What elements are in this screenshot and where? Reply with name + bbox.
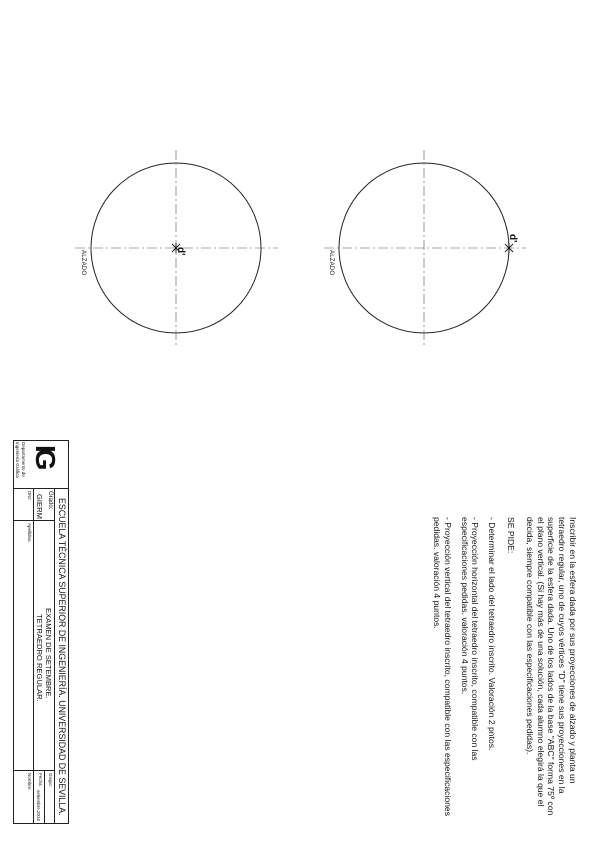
- dni-label: DNI:: [27, 491, 32, 500]
- grupo-fecha-divider: [44, 770, 45, 824]
- statement-item-3: - Proyección vertical del tetraedro inscrito, compatible con las especificaciones pedidas. valoración 4 puntos.: [432, 517, 453, 817]
- school-row-divider: [54, 488, 55, 824]
- se-pide-heading: SE PIDE:: [506, 517, 517, 554]
- left-view-label: ALZADO: [80, 250, 86, 276]
- dept-line-1: Departamento de: [21, 442, 26, 477]
- grado-divider: [34, 520, 55, 521]
- right-elevation-view: [324, 150, 526, 346]
- exam-statement: [425, 517, 578, 817]
- school-name: ESCUELA TÉCNICA SUPERIOR DE INGENIERÍA. UNIVERSIDAD DE SEVILLA.: [57, 498, 67, 816]
- right-column-divider: [13, 770, 55, 771]
- dni-divider: [13, 520, 34, 521]
- grupo-label: Grupo:: [48, 773, 53, 787]
- nombre-label: Nombre:: [27, 773, 32, 791]
- apellidos-label: Apellidos:: [27, 523, 32, 543]
- dept-line-2: Ingeniería Gráfica: [15, 442, 20, 478]
- exam-subtitle: TETRAEDRO REGULAR.: [35, 614, 44, 702]
- grado-label: Grado:: [47, 491, 53, 510]
- right-point-label: d': [507, 234, 518, 243]
- middle-row-divider: [33, 488, 34, 824]
- department-logo: IG: [30, 445, 61, 467]
- title-block: [13, 440, 69, 824]
- grado-value: GIERM: [35, 494, 44, 519]
- exam-title: EXAMEN DE SETEMBRE.: [44, 608, 53, 699]
- statement-intro: Inscribir en la esfera dada por sus proyecciones de alzado y planta un tetraedro regular, uno de cuyos vértices "D" tiene sus proyecciones en la superficie de la esfera dada. Uno de los lados de la base "ABC" forma 75º con el plano vertical. (Si hay más de una solución, cada alumno elegirá la que el decida, siempre compatible con las especificaciones pedidas).: [524, 517, 578, 816]
- left-point-label: d': [175, 247, 186, 256]
- statement-item-1: - Determinar el lado del tetraedro inscrito. Valoración 2 pntos.: [487, 517, 498, 751]
- fecha-label: Fecha:: [38, 773, 43, 787]
- fecha-value: setiembre,2016: [36, 790, 41, 822]
- statement-item-2: - Proyección horizontal del tetraedro inscrito, compatible con las especificaciones pedidas. valoración 4 puntos.: [459, 517, 481, 761]
- logo-divider: [13, 488, 69, 489]
- right-view-label: ALZADO: [328, 250, 334, 276]
